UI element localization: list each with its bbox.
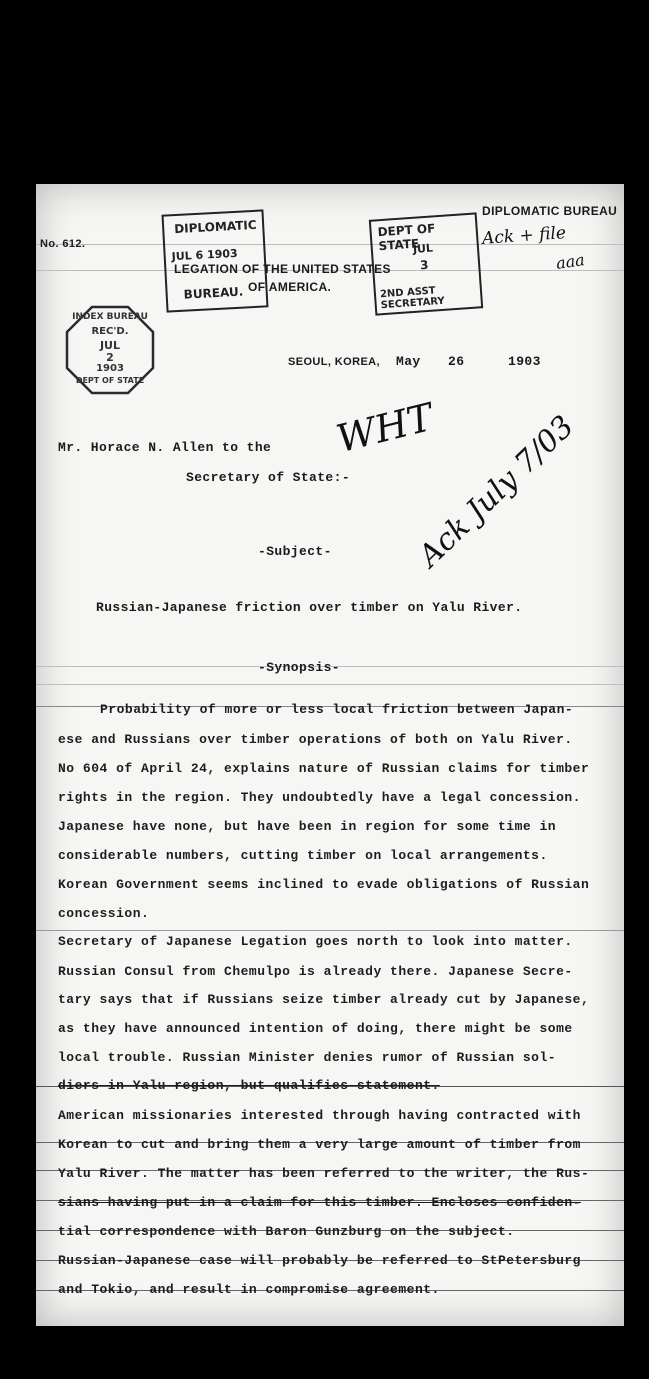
ruled-line [36,930,624,931]
stamp-line: JUL [99,339,121,352]
stamp-line: DEPT OF STATE [75,376,145,385]
synopsis-line: local trouble. Russian Minister denies rumor of Russian sol- [58,1050,557,1065]
place: SEOUL, KOREA, [288,356,380,368]
synopsis-line: and Tokio, and result in compromise agreement. [58,1282,440,1297]
address-to: Secretary of State:- [186,470,351,485]
stamp-line: BUREAU. [183,284,244,302]
synopsis-line: ese and Russians over timber operations of both on Yalu River. [58,732,573,747]
address-from: Mr. Horace N. Allen to the [58,440,272,455]
legation-subtitle: OF AMERICA. [248,280,332,294]
handwritten-initials: aaa [554,250,586,273]
handwritten-initials-large: WHT [332,394,438,462]
stamp-line: 2ND ASST SECRETARY [379,285,446,312]
date-day: 26 [448,354,465,369]
index-bureau-stamp [64,304,156,396]
synopsis-heading: -Synopsis- [258,660,341,675]
stamp-line: JUL [412,241,434,256]
synopsis-line: sians having put in a claim for this timber. Encloses confiden- [58,1195,581,1210]
stamp-date: JUL 6 1903 [171,246,238,264]
subject-heading: -Subject- [258,544,332,559]
synopsis-line: as they have announced intention of doing, there might be some [58,1021,573,1036]
stamp-line: 1903 [96,363,124,374]
synopsis-line: Secretary of Japanese Legation goes north to look into matter. [58,934,573,949]
subject-text: Russian-Japanese friction over timber on Yalu River. [96,600,523,615]
synopsis-line: rights in the region. They undoubtedly have a legal concession. [58,790,581,805]
date-month: May [396,354,421,369]
synopsis-line: Russian-Japanese case will probably be referred to StPetersburg [58,1253,581,1268]
synopsis-line: Russian Consul from Chemulpo is already there. Japanese Secre- [58,964,573,979]
handwritten-ack-file: Ack + file [481,223,567,249]
stamp-line: INDEX BUREAU [72,312,148,322]
synopsis-line: Yalu River. The matter has been referred to the writer, the Rus- [58,1166,590,1181]
synopsis-line: Korean Government seems inclined to evade obligations of Russian [58,877,590,892]
synopsis-line: tial correspondence with Baron Gunzburg on the subject. [58,1224,515,1239]
document-page [36,184,624,1326]
handwritten-ack-date: Ack July 7/03 [412,409,581,574]
synopsis-line: concession. [58,906,150,921]
stamp-line: REC'D. [91,326,129,337]
document-number: No. 612. [40,238,86,250]
ruled-line [36,684,624,685]
stamp-line: 3 [419,257,429,273]
legation-title: LEGATION OF THE UNITED STATES [174,262,391,276]
synopsis-line: American missionaries interested through having contracted with [58,1108,581,1123]
synopsis-line: Japanese have none, but have been in region for some time in [58,819,557,834]
synopsis-line: Probability of more or less local friction between Japan- [100,702,574,717]
dept-of-state-stamp [369,212,483,315]
synopsis-line: diers in Yalu region, but qualifies statement. [58,1078,440,1093]
synopsis-line: considerable numbers, cutting timber on local arrangements. [58,848,548,863]
stamp-line: DIPLOMATIC [173,217,257,237]
stamp-line: DEPT OF STATE [377,221,436,254]
synopsis-line: Korean to cut and bring them a very large amount of timber from [58,1137,581,1152]
date-year: 1903 [508,354,541,369]
diplomatic-stamp [162,209,269,312]
synopsis-line: No 604 of April 24, explains nature of Russian claims for timber [58,761,590,776]
diplomatic-bureau-header: DIPLOMATIC BUREAU [482,204,618,218]
synopsis-line: tary says that if Russians seize timber already cut by Japanese, [58,992,590,1007]
stamp-line: 2 [106,351,114,364]
